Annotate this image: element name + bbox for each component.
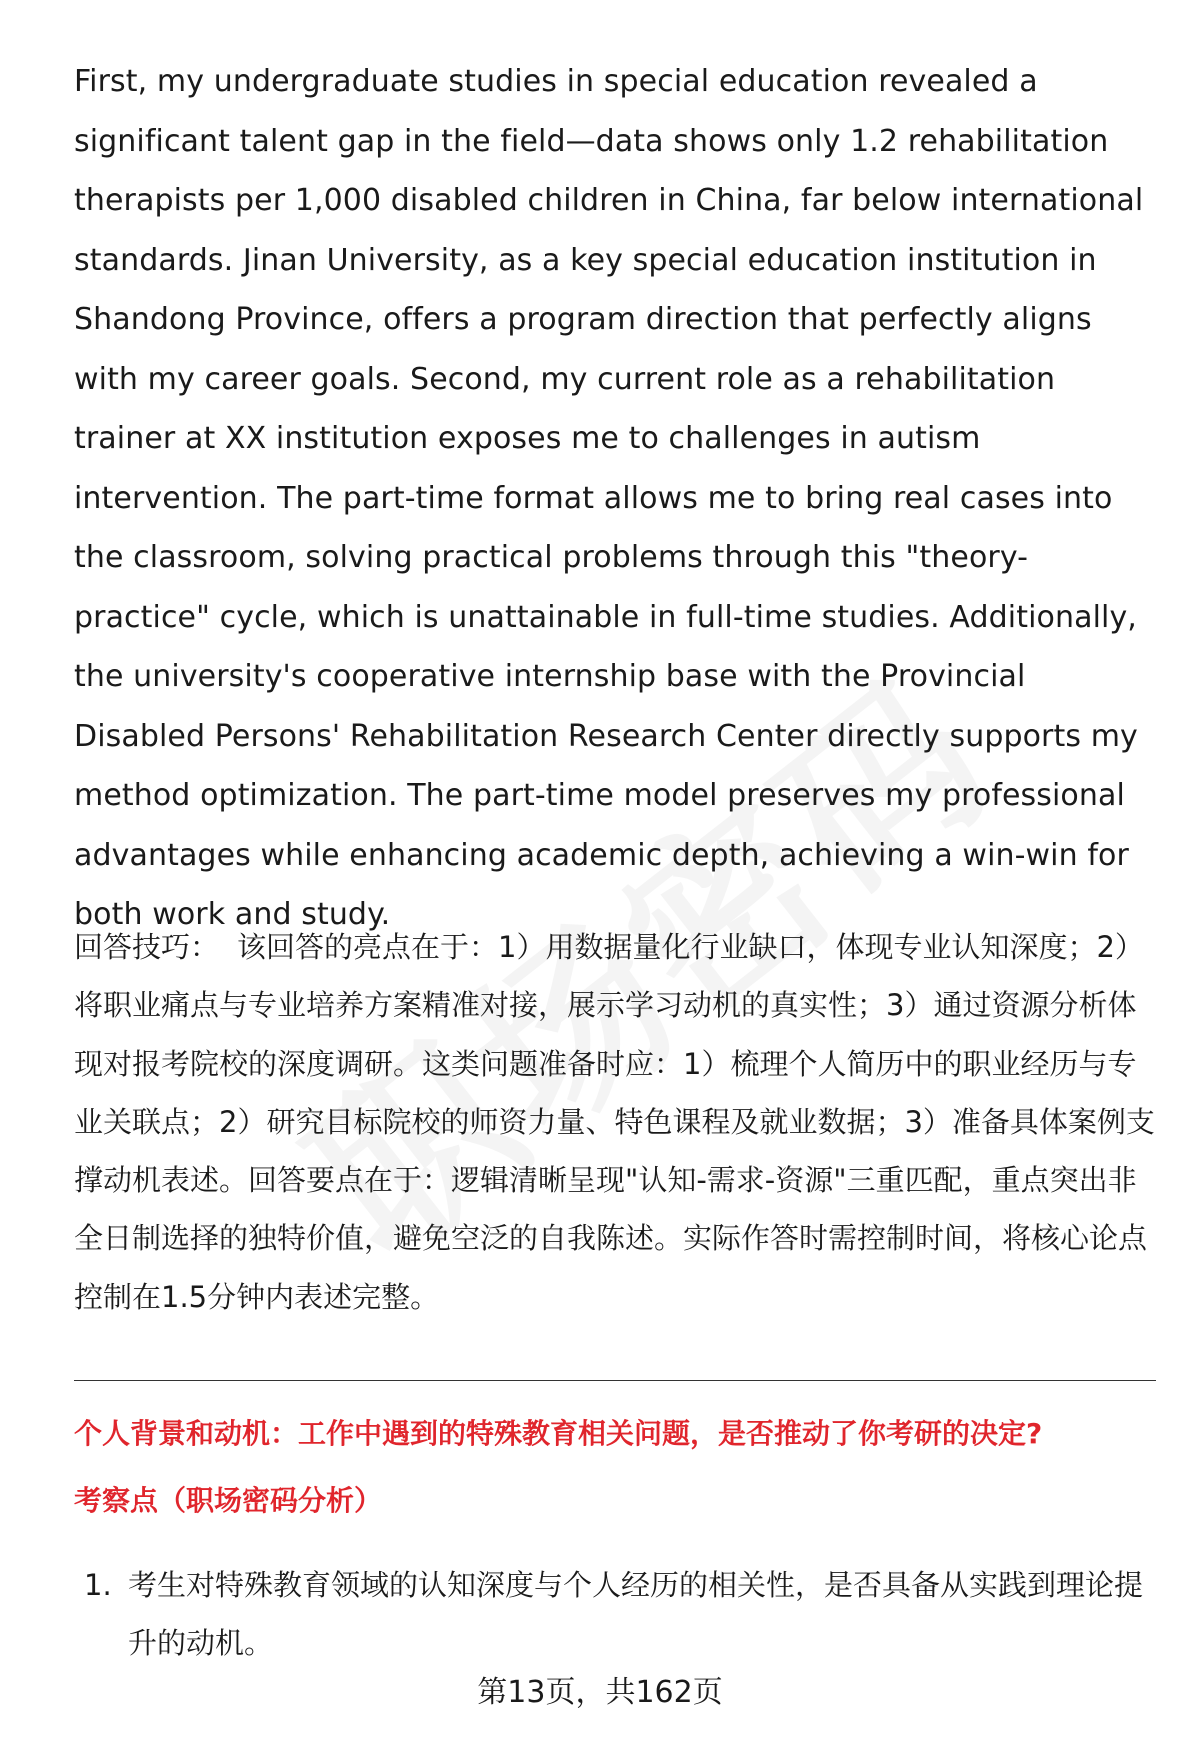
list-item-number: 1.	[84, 1568, 112, 1602]
page-number-footer: 第13页，共162页	[477, 1675, 723, 1710]
answer-tips-paragraph	[74, 918, 1164, 1326]
assessment-points-list	[74, 1556, 1164, 1672]
list-item-text: 考生对特殊教育领域的认知深度与个人经历的相关性，是否具备从实践到理论提升的动机。	[128, 1568, 1144, 1660]
question-heading: 个人背景和动机：工作中遇到的特殊教育相关问题，是否推动了你考研的决定?	[74, 1417, 1043, 1450]
tips-text: 该回答的亮点在于：1）用数据量化行业缺口，体现专业认知深度；2）将职业痛点与专业培养方案精准对接，展示学习动机的真实性；3）通过资源分析体现对报考院校的深度调研。这类问题准备时应：1）梳理个人简历中的职业经历与专业关联点；2）研究目标院校的师资力量、特色课程及就业数据；3）准备具体案例支撑动机表述。回答要点在于：逻辑清晰呈现"认知-需求-资源"三重匹配，重点突出非全日制选择的独特价值，避免空泛的自我陈述。实际作答时需控制时间，将核心论点控制在1.5分钟内表述完整。	[74, 930, 1155, 1314]
list-item	[74, 1556, 1164, 1672]
english-answer-paragraph: First, my undergraduate studies in special education revealed a significant talent gap in the field—data shows only 1.2 rehabilitation therapists per 1,000 disabled children in China, far below international standards. Jinan University, as a key special education institution in Shandong Province, offers a program direction that perfectly aligns with my career goals. Second, my current role as a rehabilitation trainer at XX institution exposes me to challenges in autism intervention. The part-time format allows me to bring real cases into the classroom, solving practical problems through this "theory-practice" cycle, which is unattainable in full-time studies. Additionally, the university's cooperative internship base with the Provincial Disabled Persons' Rehabilitation Research Center directly supports my method optimization. The part-time model preserves my professional advantages while enhancing academic depth, achieving a win-win for both work and study.	[74, 64, 1144, 932]
tips-label: 回答技巧：	[74, 930, 220, 964]
section-divider	[74, 1380, 1156, 1381]
assessment-points-heading: 考察点（职场密码分析）	[74, 1484, 383, 1517]
